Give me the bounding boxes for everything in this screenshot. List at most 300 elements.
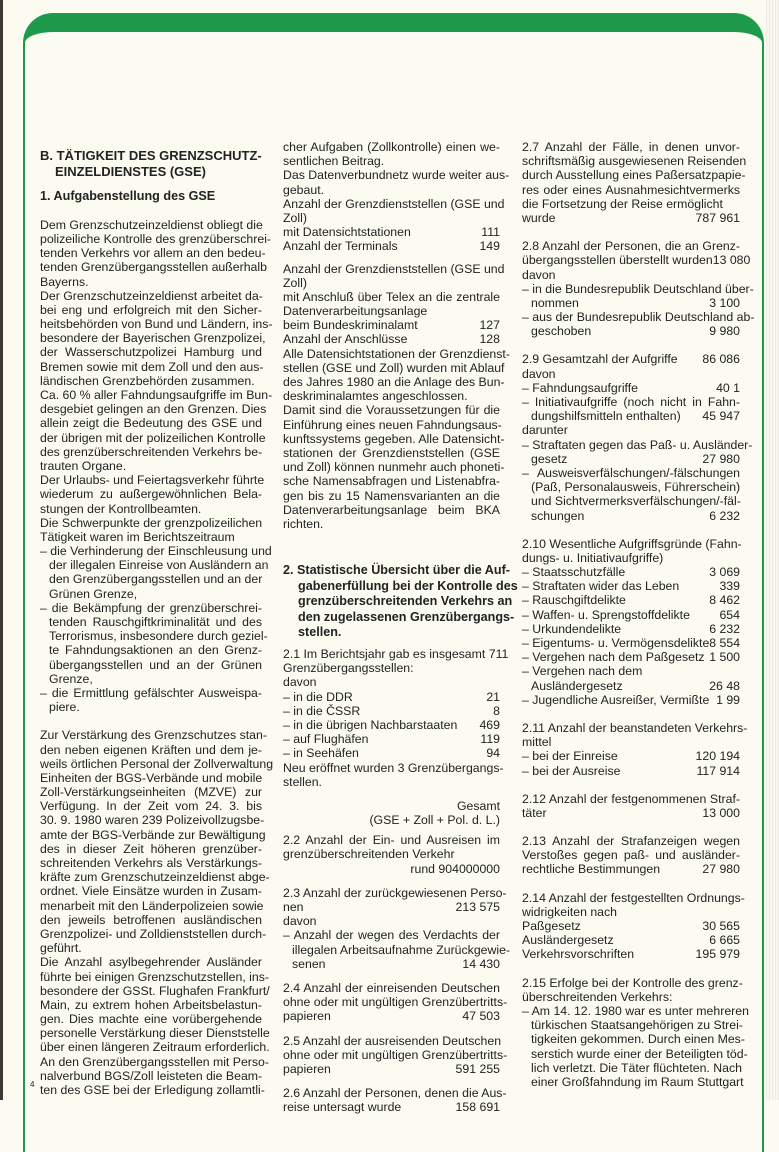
text-line: schreitenden Verkehrs als Verstärkungs- [40, 856, 262, 871]
statistic-label: Ausländergesetz [522, 933, 614, 948]
statistic-value: 3 069 [709, 565, 740, 580]
statistic-value: 117 914 [696, 763, 740, 778]
statistic-value: 149 [479, 239, 500, 254]
statistic-row [283, 318, 500, 332]
statistic-value: 195 979 [695, 947, 740, 962]
statistic-value: 339 [719, 579, 740, 594]
text-line: den Grenzübergangsstellen und an der [49, 572, 263, 587]
statistic-row [522, 764, 740, 778]
text-line: Tätigkeit waren im Berichtszeitraum [40, 529, 235, 544]
text-line: Terrorismus, insbesondere durch geziel- [49, 629, 268, 644]
statistic-label: Ausländergesetz [531, 678, 623, 693]
text-line: 2.12 Anzahl der festgenommenen Straf- [522, 791, 740, 806]
statistic-value: 3 100 [709, 295, 740, 310]
text-line: führte bei einigen Grenzschutzstellen, ins- [40, 969, 269, 984]
statistic-label: – bei der Einreise [522, 749, 618, 764]
statistic-row [283, 332, 500, 346]
text-line: – die Ermittlung gefälschter Ausweispa- [40, 685, 262, 700]
statistic-value: 111 [481, 225, 500, 240]
statistic-row [522, 862, 740, 876]
list-item [522, 310, 755, 325]
text-line: Grenzübergangsstellen: [283, 661, 414, 676]
text-line: – aus der Bundesrepublik Deutschland ab- [522, 310, 755, 325]
statistic-row [522, 211, 740, 225]
text-section [283, 261, 510, 532]
text-section [283, 799, 500, 827]
statistic-value: 591 255 [455, 1061, 500, 1076]
statistic-label: mit Datensichtstationen [283, 225, 411, 240]
text-line: cher Aufgaben (Zollkontrolle) einen we- [283, 140, 500, 154]
text-line: trauten Organe. [40, 458, 127, 473]
text-line: Verfügung. In der Zeit vom 24. 3. bis [40, 799, 262, 814]
paragraph [283, 346, 510, 404]
text-line: 2.7 Anzahl der Fälle, in denen unvor- [522, 140, 740, 154]
text-line: 2.2 Anzahl der Ein- und Ausreisen im [283, 833, 500, 848]
statistic-label: täter [522, 805, 547, 820]
heading-line: 1. Aufgabenstellung des GSE [40, 189, 216, 204]
text-line: Zoll) [283, 275, 307, 290]
statistic-label: rechtliche Bestimmungen [522, 862, 661, 877]
text-line: ohne oder mit ungültigen Grenzübertritts- [283, 1047, 508, 1062]
statistic-value: 6 665 [709, 933, 740, 948]
text-line: sentlichen Beitrag. [283, 154, 385, 169]
paragraph [522, 834, 740, 862]
paragraph [522, 367, 740, 381]
text-line: Neu eröffnet wurden 3 Grenzübergangs- [283, 760, 504, 775]
text-line: 2.6 Anzahl der Personen, denen die Aus- [283, 1086, 507, 1101]
statistic-value: 6 232 [709, 621, 740, 636]
section-heading [283, 563, 518, 641]
text-line: den neben eigenen Kräften und dem je- [40, 742, 262, 757]
list-item [40, 686, 262, 714]
text-line: piere. [49, 700, 80, 715]
statistic-value: 1 500 [709, 650, 740, 665]
text-line: richten. [283, 516, 324, 531]
text-line: einer Großfahndung im Raum Stuttgart [531, 1074, 744, 1089]
right-aligned-text: Gesamt [456, 798, 500, 813]
statistic-row [522, 693, 740, 707]
paragraph [40, 217, 272, 289]
text-line: desgebiet gelingen an den Grenzen. Dies [40, 402, 267, 417]
statistic-label: nommen [531, 295, 579, 310]
statistic-row [522, 579, 740, 593]
text-section [522, 720, 748, 778]
text-line: der illegalen Einreise von Ausländern an [49, 558, 269, 573]
paragraph [283, 1033, 508, 1062]
text-section [40, 217, 273, 715]
text-line: Einführung eines neuen Fahndungsaus- [283, 417, 502, 432]
statistic-value: 787 961 [695, 210, 740, 225]
list-item [522, 466, 740, 509]
statistic-row [522, 608, 740, 622]
text-line: Grenzpolizei- und Zolldienststellen durch- [40, 926, 267, 941]
list-item [522, 1003, 749, 1089]
text-section [522, 975, 749, 1090]
text-line: weils örtlichen Personal der Zollverwaltung [40, 756, 274, 771]
text-line: Zur Verstärkung des Grenzschutzes stan- [40, 728, 267, 743]
statistic-row [522, 947, 740, 961]
heading-line: gabenerfüllung bei der Kontrolle des [298, 578, 518, 593]
statistic-label: – in Seehäfen [283, 746, 359, 761]
statistic-row [522, 636, 740, 650]
text-line: und Sichtvermerksverfälschungen/-fäl- [531, 494, 741, 509]
text-section [40, 728, 274, 1098]
text-line: Das Datenverbundnetz wurde weiter aus- [283, 168, 510, 183]
list-item [40, 544, 272, 601]
text-line: Ca. 60 % aller Fahndungsaufgriffe im Bun- [40, 388, 273, 403]
text-line: Einheiten der BGS-Verbände und mobile [40, 770, 263, 785]
text-line: 2.14 Anzahl der festgestellten Ordnungs- [522, 890, 745, 905]
text-line: kräfte zum Grenzschutzeinzeldienst abge- [40, 870, 270, 885]
text-line: der Wasserschutzpolizei Hamburg und [40, 345, 262, 360]
text-line: Anzahl der Grenzdienststellen (GSE und [283, 261, 505, 276]
text-line: davon [283, 675, 317, 690]
statistic-row [522, 409, 740, 423]
statistic-value: 6 232 [709, 508, 740, 523]
text-line: durch Ausstellung eines Paßersatzpapie- [522, 168, 746, 183]
statistic-row [283, 957, 500, 971]
text-line: stungen der Kontrollbeamten. [40, 501, 202, 516]
text-line: Anzahl der Grenzdienststellen (GSE und [283, 196, 505, 211]
statistic-value: 213 575 [455, 900, 500, 915]
text-line: personelle Verstärkung dieser Dienststelle [40, 1026, 270, 1041]
statistic-value: 86 086 [702, 352, 740, 367]
statistic-row [522, 679, 740, 693]
statistic-label: – auf Flughäfen [283, 732, 369, 747]
text-line: 2.5 Anzahl der ausreisenden Deutschen [283, 1033, 502, 1048]
statistic-row [283, 1062, 500, 1076]
statistic-label: – Waffen- u. Sprengstoffdelikte [522, 607, 690, 622]
statistic-label: – Urkundendelikte [522, 621, 622, 636]
text-line: deskriminalamtes angeschlossen. [283, 389, 468, 404]
list-item [522, 395, 740, 409]
text-line: geführt. [40, 941, 82, 956]
text-line: Datenverarbeitungsanlage beim BKA [283, 502, 500, 517]
text-line: stationen der Grenzdienststellen (GSE [283, 445, 500, 460]
text-line: des grenzüberschreitenden Verkehrs be- [40, 444, 263, 459]
statistic-row [522, 452, 740, 466]
text-line: ohne oder mit ungültigen Grenzübertritts- [283, 995, 508, 1010]
statistic-label: – in die ČSSR [283, 703, 361, 718]
text-section [40, 148, 262, 179]
text-line: heitsbehörden von Bund und Ländern, ins- [40, 317, 273, 332]
statistic-value: 469 [479, 717, 500, 732]
text-line: – Initiativaufgriffe (noch nicht in Fahn- [522, 395, 740, 409]
text-line: – die Bekämpfung der grenzüberschrei- [40, 600, 262, 615]
statistic-label: schungen [531, 508, 585, 523]
text-line: Main, zu extrem hohen Arbeitsbelastun- [40, 997, 262, 1012]
statistic-value: 120 194 [695, 749, 740, 764]
statistic-value: 654 [719, 607, 740, 622]
statistic-label: reise untersagt wurde [283, 1100, 402, 1115]
text-line: amte der BGS-Verbände zur Bewältigung [40, 827, 266, 842]
text-line: – Anzahl der wegen des Verdachts der [283, 928, 500, 943]
text-line: über einen längeren Zeitraum erforderlich. [40, 1040, 270, 1055]
statistic-row [283, 732, 500, 746]
statistic-value: 1 99 [716, 692, 740, 707]
statistic-label: Verkehrsvorschriften [522, 947, 635, 962]
text-line: allein zeigt die Bedeutung des GSE und [40, 416, 262, 431]
text-line: Die Anzahl asylbegehrender Ausländer [40, 955, 262, 970]
paragraph [283, 647, 509, 676]
list-item [522, 281, 754, 296]
statistic-row [522, 381, 740, 395]
paragraph [283, 914, 500, 928]
text-line: An den Grenzübergangsstellen mit Perso- [40, 1054, 269, 1069]
statistic-label: papieren [283, 1061, 331, 1076]
text-line: stellen. [283, 774, 322, 789]
list-item [522, 437, 753, 452]
paragraph [522, 423, 740, 437]
list-item [283, 928, 511, 957]
text-line: nalverbund BGS/Zoll leisteten die Beam- [40, 1068, 263, 1083]
statistic-row [522, 650, 740, 664]
text-line: dungs- u. Initiativaufgriffe) [522, 550, 664, 565]
chapter-heading [40, 148, 262, 179]
statistic-value: 14 430 [462, 956, 500, 971]
text-line: ländischen Grenzbehörden zusammen. [40, 373, 255, 388]
text-line: tenden Verkehrs vor allem an den bedeu- [40, 246, 266, 261]
heading-line: B. TÄTIGKEIT DES GRENZSCHUTZ- [40, 148, 262, 163]
statistic-row [522, 565, 740, 579]
statistic-label: – Fahndungsaufgriffe [522, 380, 638, 395]
paragraph [522, 720, 748, 750]
statistic-row [283, 704, 500, 718]
heading-line: grenzüberschreitenden Verkehrs an [298, 594, 513, 609]
column-3 [522, 140, 755, 1089]
statistic-row [283, 900, 500, 914]
heading-line: den zugelassenen Grenzübergangs- [298, 609, 515, 624]
statistic-label: geschoben [531, 324, 592, 339]
paragraph [522, 975, 743, 1004]
text-section [283, 885, 511, 971]
text-section [283, 1086, 507, 1115]
text-section [522, 834, 740, 877]
text-line: Der Grenzschutzeinzeldienst arbeitet da- [40, 288, 263, 303]
text-line: 2.10 Wesentliche Aufgriffsgründe (Fahn- [522, 536, 742, 551]
text-line: Grünen Grenze, [49, 586, 138, 601]
statistic-label: – Rauschgiftdelikte [522, 593, 626, 608]
heading-line: 2. Statistische Übersicht über die Auf- [283, 563, 510, 578]
statistic-label: – Vergehen nach dem Paßgesetz [522, 650, 705, 665]
paragraph [40, 288, 273, 388]
text-line: schriftsmäßig ausgewiesenen Reisenden [522, 154, 747, 169]
text-line: widrigkeiten nach [522, 904, 618, 919]
text-line: besondere der Bayerischen Grenzpolizei, [40, 331, 266, 346]
paragraph [522, 140, 747, 211]
text-line: te Fahndungsaktionen an den Grenz- [49, 643, 262, 658]
text-line: mittel [522, 735, 552, 750]
text-line: Alle Datensichtstationen der Grenzdienst- [283, 346, 510, 361]
text-section [522, 352, 753, 523]
text-section [522, 890, 745, 962]
statistic-row [522, 324, 740, 338]
text-line: und Zoll) können nunmehr auch phoneti- [283, 460, 505, 475]
paragraph [283, 833, 500, 861]
text-section [40, 189, 262, 205]
text-line: Der Urlaubs- und Feiertagsverkehr führte [40, 473, 265, 488]
statistic-label: wurde [522, 210, 556, 225]
text-line: grenzüberschreitenden Verkehr [283, 847, 455, 862]
statistic-value: 128 [479, 332, 500, 347]
statistic-value: 26 48 [709, 678, 740, 693]
column-2 [283, 140, 518, 1115]
section-heading [40, 189, 262, 205]
statistic-row [522, 296, 740, 310]
text-line: Dem Grenzschutzeinzeldienst obliegt die [40, 217, 263, 232]
text-line: kunftssystems gegeben. Alle Datensicht- [283, 431, 505, 446]
paragraph [40, 516, 262, 544]
text-line: 2.1 Im Berichtsjahr gab es insgesamt 711 [283, 647, 509, 662]
text-line: ordnet. Viele Einsätze wurden in Zusam- [40, 884, 262, 899]
statistic-value: 13 000 [702, 805, 740, 820]
text-section [283, 833, 500, 876]
paragraph [40, 728, 274, 956]
text-line: Grenze, [49, 671, 93, 686]
statistic-label: Anzahl der Terminals [283, 239, 398, 254]
statistic-row [522, 919, 740, 933]
statistic-label: – bei der Ausreise [522, 763, 621, 778]
scan-edge-right [766, 0, 779, 1100]
text-line: – Ausweisverfälschungen/-fälschungen [522, 465, 740, 480]
statistic-row [283, 690, 500, 704]
paragraph [40, 473, 265, 516]
text-line: mit Anschluß über Telex an die zentrale [283, 289, 500, 304]
statistic-row [283, 239, 500, 253]
text-line: sche Namensabfragen und Listenabfra- [283, 474, 500, 489]
statistic-label: übergangsstellen überstellt wurden [522, 253, 713, 268]
statistic-row [522, 352, 740, 366]
text-line: 2.11 Anzahl der beanstandeten Verkehrs- [522, 720, 748, 735]
statistic-label: Anzahl der Anschlüsse [283, 332, 408, 347]
right-aligned-text: rund 904000000 [410, 861, 500, 876]
statistic-row [522, 509, 740, 523]
text-line: Zoll) [283, 210, 307, 225]
statistic-label: senen [292, 956, 326, 971]
statistic-row [522, 806, 740, 820]
paragraph [283, 196, 505, 225]
statistic-label: – in die DDR [283, 689, 353, 704]
text-line: 2.4 Anzahl der einreisenden Deutschen [283, 980, 500, 995]
statistic-value: 40 1 [716, 380, 740, 395]
text-section [522, 239, 755, 339]
text-section [283, 1033, 508, 1077]
text-section [283, 563, 518, 641]
paragraph [522, 792, 740, 806]
text-line: (Paß, Personalausweis, Führerschein) [531, 480, 741, 495]
text-line: 2.3 Anzahl der zurückgewiesenen Perso- [283, 885, 507, 900]
statistic-value: 8 554 [709, 636, 741, 650]
page-number: 4 [30, 1080, 35, 1089]
paragraph [522, 890, 745, 919]
text-line: Damit sind die Voraussetzungen für die [283, 403, 500, 418]
paragraph [283, 168, 510, 197]
text-line: 2.15 Erfolge bei der Kontrolle des grenz- [522, 975, 743, 990]
statistic-row [522, 253, 751, 268]
text-line: illegalen Arbeitsaufnahme Zurückgewie- [292, 942, 511, 957]
paragraph [283, 1086, 507, 1101]
list-item [40, 600, 268, 686]
text-line: besondere der GSSt. Flughafen Frankfurt/ [40, 983, 270, 998]
text-line: des in dieser Zeit höheren grenzüber- [40, 841, 262, 856]
text-section [522, 792, 740, 820]
statistic-row [522, 749, 740, 763]
text-line: tenden Grenzübergangsstellen außerhalb [40, 260, 267, 275]
text-line: stellen (GSE und Zoll) wurden mit Ablauf [283, 360, 505, 375]
paragraph [283, 980, 508, 1010]
paragraph [522, 268, 740, 282]
statistic-row [522, 593, 740, 607]
text-line: – die Verhinderung der Einschleusung und [40, 544, 272, 559]
statistic-label: papieren [283, 1009, 331, 1024]
heading-line: stellen. [298, 625, 342, 640]
statistic-value: 9 980 [709, 324, 740, 339]
statistic-label: – Staatsschutzfälle [522, 565, 626, 580]
paragraph [283, 403, 505, 531]
statistic-label: Paßgesetz [522, 919, 581, 933]
paragraph [40, 955, 270, 1098]
text-line: der übrigen mit der polizeilichen Kontrolle [40, 430, 266, 445]
text-line: gen bis zu 15 Namensvarianten an die [283, 488, 500, 503]
statistic-row [283, 746, 500, 760]
text-line: tigkeiten gekommen. Durch einen Mes- [531, 1032, 745, 1047]
statistic-label: nen [283, 900, 304, 915]
text-section [283, 980, 508, 1024]
statistic-label: – Eigentums- u. Vermögensdelikte [522, 636, 710, 650]
text-line: ten des GSE bei der Erledigung zollamtli- [40, 1083, 265, 1098]
paragraph [522, 537, 740, 565]
text-line: Bremen sowie mit dem Zoll und den aus- [40, 359, 264, 374]
statistic-value: 45 947 [702, 409, 740, 424]
text-line: darunter [522, 423, 568, 438]
paragraph [283, 290, 500, 318]
heading-line: EINZELDIENSTES (GSE) [55, 163, 206, 179]
text-line: 2.13 Anzahl der Strafanzeigen wegen [522, 834, 740, 849]
text-line: Bayerns. [40, 274, 89, 289]
statistic-label: gesetz [531, 451, 568, 466]
statistic-row [522, 622, 740, 636]
paragraph [522, 664, 740, 678]
text-line: lich verletzt. Die Täter flüchteten. Nach [531, 1060, 742, 1075]
text-line: Verstoßes gegen paß- und ausländer- [522, 848, 740, 863]
text-line: die Fortsetzung der Reise ermöglicht [522, 196, 723, 211]
paragraph [283, 760, 504, 789]
paragraph [283, 675, 500, 689]
text-line: davon [522, 366, 556, 381]
text-line: des Jahres 1980 an die Anlage des Bun- [283, 375, 505, 389]
statistic-value: 21 [486, 689, 500, 704]
text-line: den jeweils betroffenen ausländischen [40, 912, 262, 927]
text-line: – in die Bundesrepublik Deutschland über- [522, 281, 754, 296]
paragraph [522, 239, 740, 253]
statistic-value: 13 080 [712, 253, 751, 268]
text-line: res oder eines Ausnahmesichtvermerks [522, 182, 740, 197]
text-line: gebaut. [283, 182, 325, 197]
statistic-value: 8 462 [709, 593, 740, 608]
statistic-value: 94 [486, 746, 500, 761]
text-line: 2.8 Anzahl der Personen, die an Grenz- [522, 239, 740, 254]
text-line: Datenverarbeitungsanlage [283, 304, 428, 319]
text-section [283, 647, 509, 789]
statistic-value: 119 [480, 732, 500, 747]
column-1 [40, 148, 274, 1098]
statistic-row [283, 225, 500, 239]
text-line: – Straftaten gegen das Paß- u. Ausländer- [522, 437, 753, 452]
right-aligned-text: (GSE + Zoll + Pol. d. L.) [369, 813, 500, 828]
paragraph [283, 885, 507, 900]
text-line: polizeiliche Kontrolle des grenzüberschrei- [40, 231, 272, 246]
text-line: davon [522, 267, 556, 282]
